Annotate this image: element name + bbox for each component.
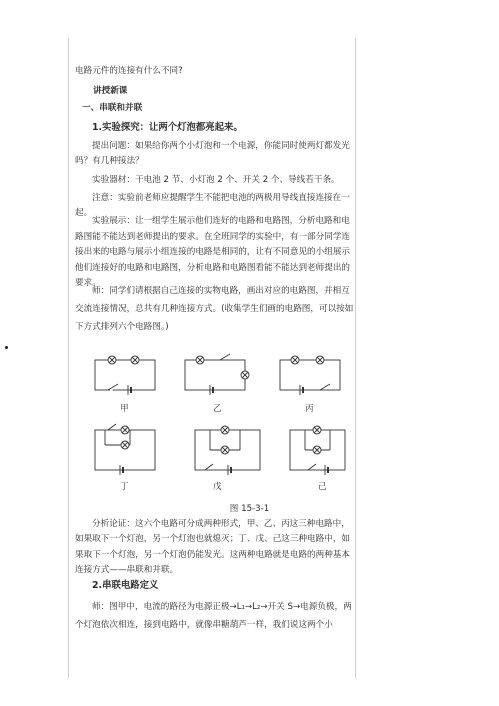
para-question: 提出问题：如果给你两个小灯泡和一个电源，你能同时使两灯都发光吗？有几种接法？ [75,141,350,167]
section-heading: 一、串联和并联 [82,103,143,113]
circuit-jia [95,356,155,395]
para-definition: 师：图甲中，电流的路径为电源正极→L₁→L₂→开关 S→电源负极，两个灯泡依次相连，接到电路中，就像串糖葫芦一样，我们说这两个小 [75,602,352,630]
figure-caption: 图 15-3-1 [229,504,270,514]
subsection-heading-2: 2.串联电路定义 [92,580,159,591]
para-show: 实验展示：让一组学生展示他们连好的电路和电路图，分析电路和电路图能不能达到老师提出的要求。在全班同学的实验中，有一部分同学连接出来的电路与展示小组连接的电路是相同的，让有不同意见的小组展示他们连接好的电路和电路图，分析电路和电路图看能不能达到老师提出的要求。 [75,216,351,289]
circuit-wu [195,426,260,475]
table-border-left [68,38,69,678]
margin-dot [5,346,8,349]
para-teacher: 师：同学们请根据自己连接的实物电路，画出对应的电路图，并相互交流连接情况，总共有几种连接方式。(收集学生们画的电路图，可以按如下方式排列六个电路图。) [75,286,354,332]
para-analysis: 分析论证：这六个电路可分成两种形式，甲、乙、丙这三种电路中，如果取下一个灯泡，另一个灯泡也就熄灭；丁、戊、己这三种电路中，如果取下一个灯泡，另一个灯泡仍能发光。这两种电路就是电路的两种基本连接方式——串联和并联。 [75,519,351,576]
para-note: 注意：实验前老师应提醒学生不能把电池的两极用导线直接连接在一起。 [75,193,350,219]
circuit-ding [95,424,155,475]
circuit-diagrams-figure [80,340,360,500]
circuit-label-ding: 丁 [120,482,129,492]
subsection-heading-1: 1.实验探究：让两个灯泡都亮起来。 [92,122,243,133]
circuit-bing [280,356,340,395]
circuit-label-ji: 己 [318,482,327,492]
lesson-heading: 讲授新课 [93,86,128,96]
circuit-label-wu: 戊 [213,482,222,492]
circuit-label-yi: 乙 [213,404,222,414]
circuit-label-bing: 丙 [305,404,314,414]
para-equipment: 实验器材：干电池 2 节、小灯泡 2 个、开关 2 个、导线若干条。 [92,175,340,185]
intro-question: 电路元件的连接有什么不同? [75,66,183,76]
circuit-ji [290,426,345,475]
circuit-label-jia: 甲 [120,404,129,414]
circuit-yi [185,354,249,395]
